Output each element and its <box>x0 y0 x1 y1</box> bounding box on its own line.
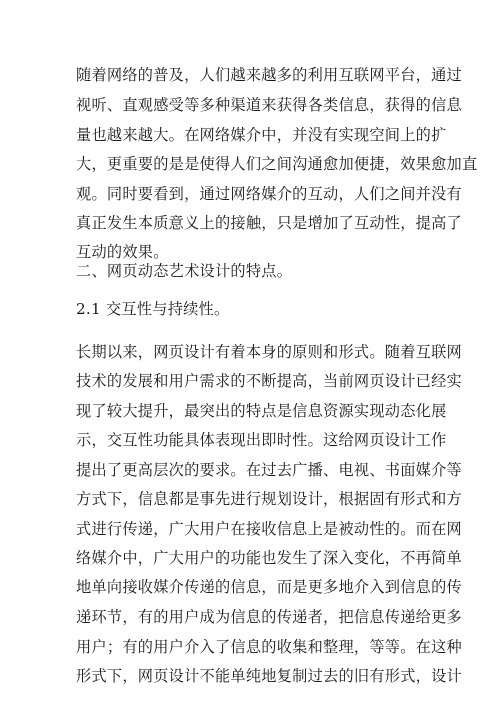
text-line: 现了较大提升，最突出的特点是信息资源实现动态化展 <box>76 402 447 420</box>
subsection-heading: 2.1 交互性与持续性。 <box>76 300 230 318</box>
text-line: 量也越来越大。在网络媒介中，并没有实现空间上的扩 <box>76 126 447 144</box>
text-line: 大，更重要的是是使得人们之间沟通愈加便捷，效果愈加直 <box>76 155 478 173</box>
text-line: 技术的发展和用户需求的不断提高，当前网页设计已经实 <box>76 372 462 390</box>
text-line: 互动的效果。 <box>76 243 169 261</box>
text-line: 随着网络的普及，人们越来越多的利用互联网平台，通过 <box>76 66 462 84</box>
text-line: 形式下，网页设计不能单纯地复制过去的旧有形式，设计 <box>76 667 462 685</box>
section-heading: 二、网页动态艺术设计的特点。 <box>76 262 293 280</box>
text-line: 方式下，信息都是事先进行规划设计，根据固有形式和方 <box>76 490 462 508</box>
text-line: 视听、直观感受等多种渠道来获得各类信息，获得的信息 <box>76 96 462 114</box>
text-line: 提出了更高层次的要求。在过去广播、电视、书面媒介等 <box>76 461 462 479</box>
text-line: 络媒介中，广大用户的功能也发生了深入变化，不再简单 <box>76 549 462 567</box>
text-line: 观。同时要看到，通过网络媒介的互动，人们之间并没有 <box>76 185 462 203</box>
text-line: 真正发生本质意义上的接触，只是增加了互动性，提高了 <box>76 214 462 232</box>
text-line: 示，交互性功能具体表现出即时性。这给网页设计工作 <box>76 431 447 449</box>
text-line: 递环节，有的用户成为信息的传递者，把信息传递给更多 <box>76 608 462 626</box>
text-line: 用户；有的用户介入了信息的收集和整理，等等。在这种 <box>76 638 462 656</box>
text-line: 式进行传递，广大用户在接收信息上是被动性的。而在网 <box>76 520 462 538</box>
text-line: 长期以来，网页设计有着本身的原则和形式。随着互联网 <box>76 343 462 361</box>
text-line: 地单向接收媒介传递的信息，而是更多地介入到信息的传 <box>76 578 462 596</box>
